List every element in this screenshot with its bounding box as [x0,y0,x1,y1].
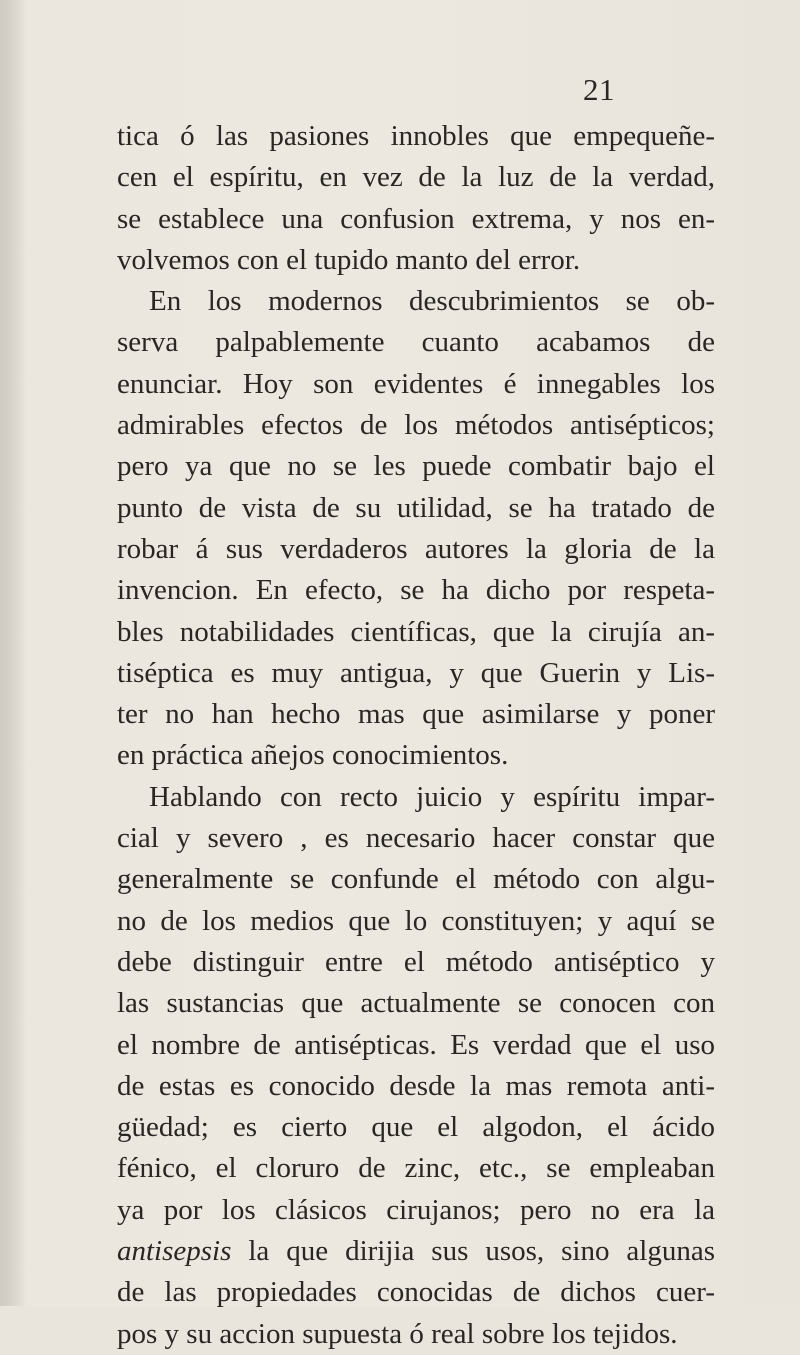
text-line: cen el espíritu, en vez de la luz de la verdad, [117,161,715,194]
text-line: pos y su accion supuesta ó real sobre los tejidos. [117,1317,678,1350]
text-line: ter no han hecho mas que asimilarse y poner [117,698,715,731]
text-line: enunciar. Hoy son evidentes é innegables los [117,367,715,400]
text-line-with-italic [117,1231,715,1272]
text-line: serva palpablemente cuanto acabamos de [117,326,715,359]
text-line: generalmente se confunde el método con algu- [117,863,715,896]
text-line: debe distinguir entre el método antiséptico y [117,945,715,978]
text-line: de estas es conocido desde la mas remota anti- [117,1069,715,1102]
text-line: las sustancias que actualmente se conocen con [117,987,715,1020]
text-line: de las propiedades conocidas de dichos cuer- [117,1276,715,1309]
text-line: robar á sus verdaderos autores la gloria de la [117,532,715,565]
text-line: cial y severo , es necesario hacer constar que [117,822,715,855]
text-line: fénico, el cloruro de zinc, etc., se empleaban [117,1152,715,1185]
text-line: güedad; es cierto que el algodon, el ácido [117,1111,715,1144]
text-line: en práctica añejos conocimientos. [117,739,509,772]
text-line: bles notabilidades científicas, que la cirujía an- [117,615,715,648]
paragraph-start-line: Hablando con recto juicio y espíritu impar- [149,780,715,813]
spine-shadow [0,0,26,1306]
text-line: punto de vista de su utilidad, se ha tratado de [117,491,715,524]
text-line: tica ó las pasiones innobles que empequeñe- [117,120,715,152]
text-line: invencion. En efecto, se ha dicho por respeta- [117,574,715,607]
text-line: no de los medios que lo constituyen; y aquí se [117,904,715,937]
text-line: ya por los clásicos cirujanos; pero no era la [117,1193,715,1226]
text-line: volvemos con el tupido manto del error. [117,243,581,276]
paragraph-start-line: En los modernos descubrimientos se ob- [149,285,715,318]
text-line: se establece una confusion extrema, y nos en- [117,202,715,235]
body-text [117,116,715,1355]
text-line: admirables efectos de los métodos antisépticos; [117,409,715,442]
page-number: 21 [583,72,615,107]
text-line: el nombre de antisépticas. Es verdad que el uso [117,1028,715,1061]
text-line: tiséptica es muy antigua, y que Guerin y Lis- [117,656,715,689]
italic-term: antisepsis [117,1235,232,1268]
text-line: pero ya que no se les puede combatir bajo el [117,450,715,483]
text-line-rest: la que dirijia sus usos, sino algunas [248,1235,715,1268]
